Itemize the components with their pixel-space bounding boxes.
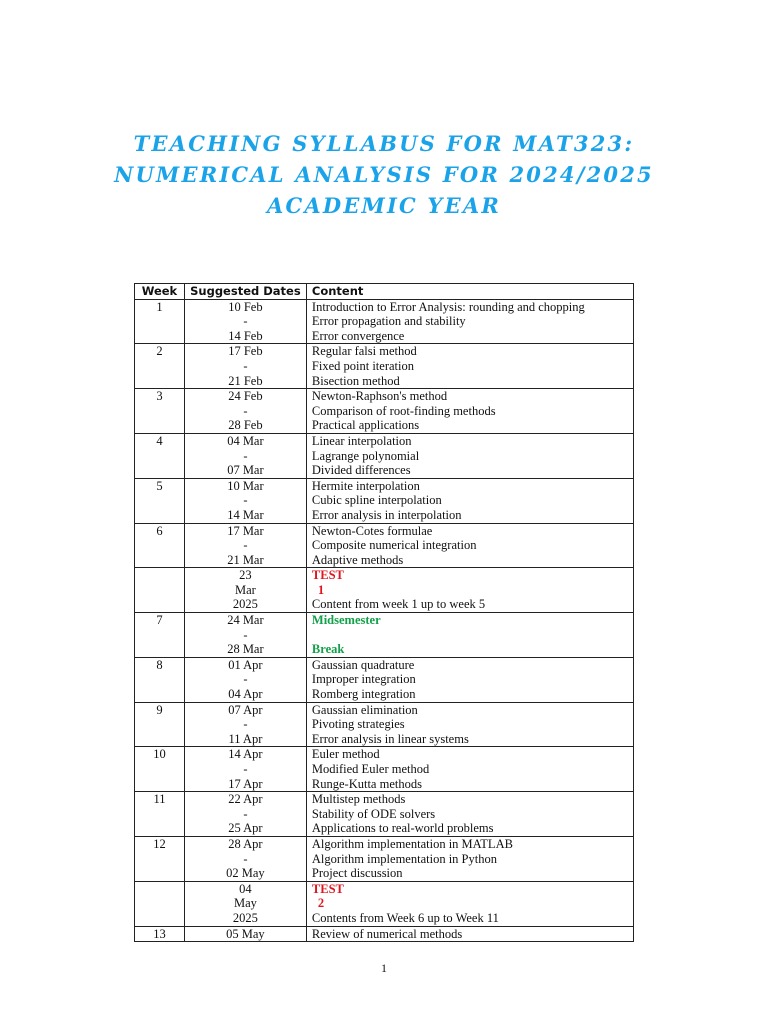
dates-cell: 04 Mar <box>184 433 306 448</box>
content-text: Introduction to Error Analysis: rounding and chopping <box>311 299 585 314</box>
content-cell <box>306 807 633 822</box>
dates-cell: 17 Mar <box>184 523 306 538</box>
dates-cell: - <box>184 449 306 464</box>
dates-cell: 25 Apr <box>184 821 306 836</box>
table-row <box>135 852 634 867</box>
table-row <box>135 597 634 612</box>
content-text: Practical applications <box>311 418 420 433</box>
content-cell <box>306 553 633 568</box>
table-row <box>135 866 634 881</box>
content-cell <box>306 329 633 344</box>
content-text: TEST <box>311 568 344 583</box>
week-cell <box>135 359 185 374</box>
table-row <box>135 642 634 657</box>
week-cell <box>135 672 185 687</box>
table-row <box>135 553 634 568</box>
content-cell <box>306 866 633 881</box>
header-week: Week <box>135 284 185 300</box>
week-cell <box>135 896 185 911</box>
content-cell <box>306 523 633 538</box>
table-row <box>135 449 634 464</box>
content-cell <box>306 344 633 359</box>
table-row <box>135 433 634 448</box>
content-cell <box>306 374 633 389</box>
title-line-2: NUMERICAL ANALYSIS FOR 2024/2025 <box>114 162 654 187</box>
dates-cell: Mar <box>184 583 306 598</box>
content-text: Linear interpolation <box>311 433 412 448</box>
week-cell <box>135 628 185 643</box>
week-cell: 1 <box>135 299 185 314</box>
week-cell <box>135 553 185 568</box>
header-content: Content <box>306 284 633 300</box>
content-text: 1 <box>317 582 325 597</box>
content-text: Algorithm implementation in MATLAB <box>311 836 513 851</box>
week-cell <box>135 418 185 433</box>
dates-cell: 28 Mar <box>184 642 306 657</box>
content-text: Adaptive methods <box>311 552 404 567</box>
content-text: Error analysis in linear systems <box>311 731 469 746</box>
week-cell <box>135 597 185 612</box>
content-cell <box>306 299 633 314</box>
content-text: Bisection method <box>311 373 400 388</box>
title-line-3: ACADEMIC YEAR <box>267 193 501 218</box>
week-cell <box>135 538 185 553</box>
table-row <box>135 523 634 538</box>
table-row <box>135 896 634 911</box>
header-dates: Suggested Dates <box>184 284 306 300</box>
dates-cell: 05 May <box>184 926 306 942</box>
week-cell <box>135 583 185 598</box>
content-text: Modified Euler method <box>311 762 430 776</box>
content-cell <box>306 687 633 702</box>
dates-cell: - <box>184 717 306 732</box>
content-cell <box>306 911 633 926</box>
table-row <box>135 389 634 404</box>
dates-cell: - <box>184 628 306 643</box>
content-text: Midsemester <box>311 613 381 628</box>
week-cell <box>135 314 185 329</box>
dates-cell: 02 May <box>184 866 306 881</box>
dates-cell: 24 Feb <box>184 389 306 404</box>
dates-cell: - <box>184 852 306 867</box>
table-row <box>135 493 634 508</box>
content-text: Multistep methods <box>311 792 406 807</box>
content-text: Hermite interpolation <box>311 478 420 493</box>
week-cell <box>135 852 185 867</box>
week-cell: 4 <box>135 433 185 448</box>
content-cell <box>306 926 633 942</box>
content-cell <box>306 493 633 508</box>
week-cell <box>135 717 185 732</box>
content-cell <box>306 613 633 628</box>
content-cell <box>306 359 633 374</box>
dates-cell: 22 Apr <box>184 792 306 807</box>
content-cell <box>306 821 633 836</box>
content-cell <box>306 597 633 612</box>
dates-cell: 21 Mar <box>184 553 306 568</box>
week-cell: 9 <box>135 702 185 717</box>
content-text: Applications to real-world problems <box>311 821 494 836</box>
dates-cell: May <box>184 896 306 911</box>
dates-cell: 07 Apr <box>184 702 306 717</box>
dates-cell: - <box>184 807 306 822</box>
dates-cell: 23 <box>184 568 306 583</box>
week-cell <box>135 866 185 881</box>
content-cell <box>306 389 633 404</box>
week-cell: 8 <box>135 657 185 672</box>
content-cell <box>306 478 633 493</box>
dates-cell: - <box>184 359 306 374</box>
content-cell <box>306 583 633 598</box>
table-row <box>135 538 634 553</box>
content-text: Regular falsi method <box>311 344 417 359</box>
table-row <box>135 821 634 836</box>
content-text: 2 <box>317 896 325 911</box>
content-cell <box>306 732 633 747</box>
dates-cell: 17 Apr <box>184 777 306 792</box>
week-cell: 5 <box>135 478 185 493</box>
dates-cell: - <box>184 762 306 777</box>
week-cell <box>135 821 185 836</box>
table-row <box>135 628 634 643</box>
week-cell <box>135 508 185 523</box>
table-row <box>135 463 634 478</box>
table-row <box>135 374 634 389</box>
content-text: TEST <box>311 881 344 896</box>
content-text: Pivoting strategies <box>311 717 405 732</box>
table-row <box>135 478 634 493</box>
dates-cell: 2025 <box>184 597 306 612</box>
week-cell <box>135 732 185 747</box>
content-cell <box>306 314 633 329</box>
content-text: Algorithm implementation in Python <box>311 851 497 866</box>
content-text: Fixed point iteration <box>311 358 414 373</box>
table-row <box>135 732 634 747</box>
content-cell <box>306 836 633 851</box>
table-header-row <box>135 284 634 300</box>
dates-cell: - <box>184 314 306 329</box>
week-cell <box>135 807 185 822</box>
content-cell <box>306 433 633 448</box>
dates-cell: 2025 <box>184 911 306 926</box>
dates-cell: - <box>184 404 306 419</box>
content-cell <box>306 852 633 867</box>
table-row <box>135 762 634 777</box>
week-cell <box>135 777 185 792</box>
table-row <box>135 836 634 851</box>
content-text: Content from week 1 up to week 5 <box>311 597 486 612</box>
dates-cell: 14 Apr <box>184 747 306 762</box>
dates-cell: - <box>184 493 306 508</box>
dates-cell: 11 Apr <box>184 732 306 747</box>
table-body <box>135 299 634 942</box>
content-text: Gaussian quadrature <box>311 657 415 672</box>
title-line-1: TEACHING SYLLABUS FOR MAT323: <box>133 131 635 156</box>
week-cell: 6 <box>135 523 185 538</box>
content-text: Project discussion <box>311 866 403 881</box>
table-row <box>135 717 634 732</box>
week-cell <box>135 463 185 478</box>
table-row <box>135 807 634 822</box>
content-text: Comparison of root-finding methods <box>311 403 496 418</box>
table-row <box>135 583 634 598</box>
week-cell <box>135 493 185 508</box>
table-row <box>135 702 634 717</box>
content-cell <box>306 538 633 553</box>
content-text: Error analysis in interpolation <box>311 507 462 522</box>
dates-cell: 14 Mar <box>184 508 306 523</box>
table-row <box>135 314 634 329</box>
week-cell <box>135 568 185 583</box>
content-cell <box>306 628 633 643</box>
dates-cell: 28 Feb <box>184 418 306 433</box>
content-text: Review of numerical methods <box>311 926 463 941</box>
syllabus-table <box>134 283 634 942</box>
content-cell <box>306 449 633 464</box>
table-row <box>135 881 634 896</box>
document-title <box>0 128 768 221</box>
week-cell: 12 <box>135 836 185 851</box>
table-row <box>135 404 634 419</box>
table-row <box>135 613 634 628</box>
table-row <box>135 687 634 702</box>
week-cell <box>135 329 185 344</box>
content-text: Composite numerical integration <box>311 538 477 553</box>
week-cell: 13 <box>135 926 185 942</box>
table-row <box>135 359 634 374</box>
content-cell <box>306 762 633 777</box>
dates-cell: 01 Apr <box>184 657 306 672</box>
table-row <box>135 926 634 942</box>
week-cell <box>135 881 185 896</box>
dates-cell: 14 Feb <box>184 329 306 344</box>
dates-cell: 07 Mar <box>184 463 306 478</box>
week-cell: 10 <box>135 747 185 762</box>
table-row <box>135 568 634 583</box>
dates-cell: 04 Apr <box>184 687 306 702</box>
week-cell <box>135 762 185 777</box>
content-text: Contents from Week 6 up to Week 11 <box>311 910 499 925</box>
dates-cell: 21 Feb <box>184 374 306 389</box>
content-text: Newton-Raphson's method <box>311 389 448 404</box>
table-row <box>135 911 634 926</box>
table-row <box>135 747 634 762</box>
content-text: Romberg integration <box>311 687 416 702</box>
content-cell <box>306 747 633 762</box>
dates-cell: 28 Apr <box>184 836 306 851</box>
dates-cell: 10 Feb <box>184 299 306 314</box>
week-cell <box>135 687 185 702</box>
week-cell: 7 <box>135 613 185 628</box>
content-text: Cubic spline interpolation <box>311 493 442 508</box>
dates-cell: 17 Feb <box>184 344 306 359</box>
content-cell <box>306 792 633 807</box>
table-row <box>135 299 634 314</box>
content-text: Newton-Cotes formulae <box>311 523 433 538</box>
week-cell <box>135 374 185 389</box>
table-row <box>135 792 634 807</box>
content-text: Stability of ODE solvers <box>311 806 436 821</box>
table-row <box>135 344 634 359</box>
week-cell: 11 <box>135 792 185 807</box>
content-text: Error convergence <box>311 328 405 343</box>
week-cell: 2 <box>135 344 185 359</box>
content-text: Euler method <box>311 747 380 762</box>
table-row <box>135 672 634 687</box>
table-row <box>135 508 634 523</box>
content-cell <box>306 881 633 896</box>
week-cell <box>135 911 185 926</box>
content-text: Runge-Kutta methods <box>311 776 422 791</box>
dates-cell: - <box>184 538 306 553</box>
week-cell: 3 <box>135 389 185 404</box>
table-row <box>135 418 634 433</box>
content-text: Break <box>311 642 345 657</box>
page-number: 1 <box>381 961 387 975</box>
content-cell <box>306 777 633 792</box>
content-text: Error propagation and stability <box>311 314 466 329</box>
dates-cell: 10 Mar <box>184 478 306 493</box>
week-cell <box>135 642 185 657</box>
dates-cell: - <box>184 672 306 687</box>
content-cell <box>306 702 633 717</box>
content-cell <box>306 657 633 672</box>
week-cell <box>135 404 185 419</box>
content-cell <box>306 463 633 478</box>
content-cell <box>306 896 633 911</box>
content-cell <box>306 672 633 687</box>
table-row <box>135 657 634 672</box>
table-row <box>135 329 634 344</box>
content-cell <box>306 568 633 583</box>
content-cell <box>306 642 633 657</box>
content-cell <box>306 717 633 732</box>
table-row <box>135 777 634 792</box>
week-cell <box>135 449 185 464</box>
content-cell <box>306 508 633 523</box>
content-text: Lagrange polynomial <box>311 448 420 463</box>
content-text: Divided differences <box>311 463 411 478</box>
content-text: Gaussian elimination <box>311 702 418 717</box>
content-cell <box>306 404 633 419</box>
content-cell <box>306 418 633 433</box>
content-text: Improper integration <box>311 672 416 687</box>
dates-cell: 24 Mar <box>184 613 306 628</box>
dates-cell: 04 <box>184 881 306 896</box>
